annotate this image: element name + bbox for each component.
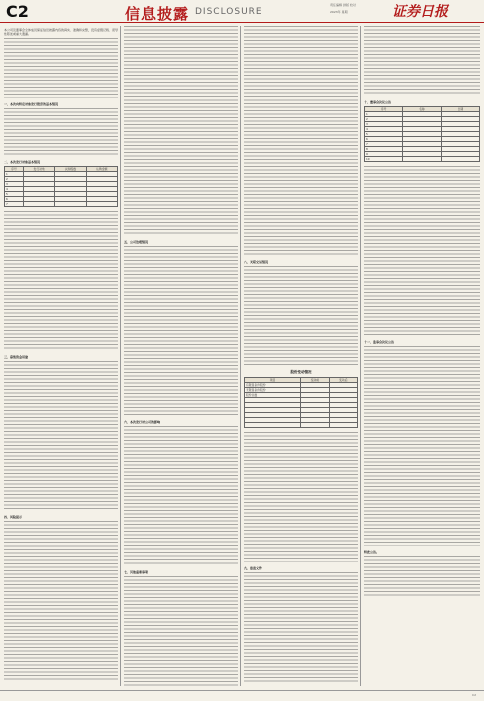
- section-heading: 一、本次向特定对象发行股票的基本情况: [4, 102, 59, 106]
- table-cell: [301, 423, 329, 428]
- section-heading: 六、本次发行对公司的影响: [124, 420, 161, 424]
- table-cell: 3: [365, 122, 403, 127]
- column-3: [244, 26, 358, 686]
- table-cell: 10: [365, 157, 403, 162]
- text-block: [4, 211, 118, 351]
- issuance-table: [4, 166, 118, 207]
- table-cell: [86, 202, 117, 207]
- issue-date: 2023年 星期: [330, 10, 348, 14]
- column-divider: [120, 26, 121, 686]
- table-cell: 4: [365, 127, 403, 132]
- table-header: 项目: [245, 378, 301, 383]
- section-heading: 十一、监事会决议公告: [364, 340, 395, 344]
- intro-paragraph: 本公司及董事会全体成员保证信息披露内容的真实、准确和完整，没有虚假记载、误导性陈述或重大遗漏。: [4, 28, 118, 36]
- table-cell: [55, 202, 86, 207]
- column-2: [124, 26, 238, 686]
- table-cell: 7: [365, 142, 403, 147]
- table-cell: [329, 423, 357, 428]
- section-heading: 十、董事会决议公告: [364, 100, 392, 104]
- table-cell: 6: [365, 137, 403, 142]
- text-block: [364, 26, 480, 96]
- table-header: 认购金额: [86, 167, 117, 172]
- text-block: [364, 166, 480, 336]
- table-cell: 5: [365, 132, 403, 137]
- table-cell: [23, 202, 54, 207]
- column-4: [364, 26, 480, 686]
- section-title: 信息披露: [125, 5, 190, 23]
- column-divider: [240, 26, 241, 686]
- section-heading: 七、其他重要事项: [124, 570, 149, 574]
- section-title-en: DISCLOSURE: [195, 7, 263, 17]
- table-cell: 无限售条件股份: [245, 388, 301, 393]
- text-block: [244, 266, 358, 366]
- text-block: [364, 556, 480, 596]
- table-cell: 2: [365, 117, 403, 122]
- text-block: [124, 576, 238, 686]
- table-cell: [245, 423, 301, 428]
- text-block: [244, 432, 358, 562]
- table-cell: [403, 157, 441, 162]
- table-row: [245, 423, 358, 428]
- table-cell: 股份总数: [245, 393, 301, 398]
- editor-credit: 责任编辑 排版 校对: [330, 3, 356, 7]
- text-block: [4, 108, 118, 156]
- section-heading: 五、公司治理情况: [124, 240, 149, 244]
- table-header: 名称: [403, 107, 441, 112]
- section-heading: 九、备查文件: [244, 566, 263, 570]
- section-heading: 三、募集资金用途: [4, 355, 29, 359]
- table-header: 序号: [5, 167, 24, 172]
- table-row: [5, 202, 118, 207]
- meeting-table: [364, 106, 480, 162]
- table-cell: 2: [5, 177, 24, 182]
- page-number: C2: [6, 2, 29, 21]
- table-cell: 4: [5, 187, 24, 192]
- text-block: [4, 361, 118, 511]
- table-cell: 有限售条件股份: [245, 383, 301, 388]
- table-header: 认购股数: [55, 167, 86, 172]
- text-block: [124, 426, 238, 566]
- column-divider: [360, 26, 361, 686]
- section-heading: 八、关联交易情况: [244, 260, 269, 264]
- table-header: 序号: [365, 107, 403, 112]
- text-block: [364, 346, 480, 546]
- section-heading: 二、本次发行对象基本情况: [4, 160, 41, 164]
- table-title: 股份变动情况: [290, 370, 312, 374]
- newspaper-masthead: 证券日报: [392, 4, 448, 20]
- table-cell: 6: [5, 197, 24, 202]
- table-header: 日期: [441, 107, 479, 112]
- page-header: [0, 0, 484, 23]
- text-block: [124, 246, 238, 416]
- page-footer: [0, 690, 484, 701]
- footer-code: C2: [471, 693, 476, 697]
- table-header: 变动后: [329, 378, 357, 383]
- table-cell: 1: [5, 172, 24, 177]
- closing-line: 特此公告。: [364, 550, 380, 554]
- table-cell: 7: [5, 202, 24, 207]
- table-cell: 5: [5, 192, 24, 197]
- text-block: [4, 521, 118, 681]
- table-cell: 3: [5, 182, 24, 187]
- section-heading: 四、风险提示: [4, 515, 23, 519]
- table-row: [365, 157, 480, 162]
- text-block: [4, 38, 118, 98]
- share-change-table: [244, 377, 358, 428]
- table-header: 变动前: [301, 378, 329, 383]
- table-cell: 1: [365, 112, 403, 117]
- text-block: [244, 26, 358, 256]
- text-block: [244, 572, 358, 682]
- table-header: 发行对象: [23, 167, 54, 172]
- text-block: [124, 26, 238, 236]
- table-cell: 8: [365, 147, 403, 152]
- table-cell: 9: [365, 152, 403, 157]
- table-cell: [441, 157, 479, 162]
- column-1: [4, 26, 118, 686]
